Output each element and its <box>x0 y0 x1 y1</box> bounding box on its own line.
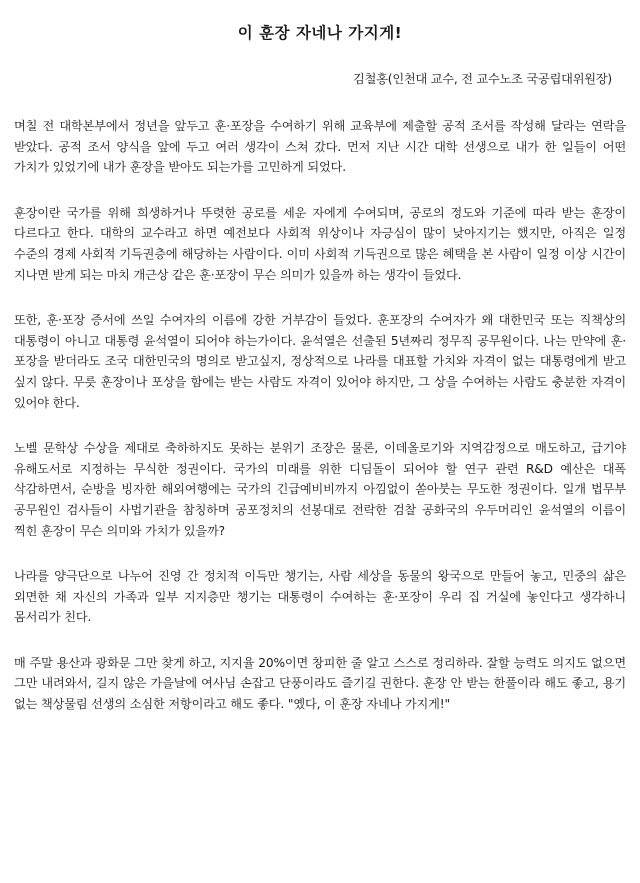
paragraph-6: 매 주말 용산과 광화문 그만 찾게 하고, 지지율 20%이면 창피한 줄 알고 스스로 정리하라. 잘할 능력도 의지도 없으면 그만 내려와서, 길지 않은 가을날에 여사님 손잡고 단풍이라도 즐기길 권한다. 훈장 안 받는 한풀이라 해도 좋고, 용기 없는 책상물림 선생의 소심한 저항이라고 해도 좋다. "옜다, 이 훈장 자네나 가지게!" <box>14 655 626 712</box>
article-title: 이 훈장 자네나 가지게! <box>237 24 403 42</box>
paragraph-2: 훈장이란 국가를 위해 희생하거나 뚜렷한 공로를 세운 자에게 수여되며, 공로의 정도와 기준에 따라 받는 훈장이 다르다고 한다. 대학의 교수라고 하면 예전보다 사회적 위상이나 자긍심이 많이 낮아지기는 했지만, 아직은 일정 수준의 경제 사회적 기득권층에 해당하는 사람이다. 이미 사회적 기득권으로 많은 혜택을 본 사람이 일정 이상 시간이 지나면 받게 되는 마치 개근상 같은 훈·포장이 무슨 의미가 있을까 하는 생각이 들었다. <box>14 205 626 282</box>
paragraph-1: 며칠 전 대학본부에서 정년을 앞두고 훈·포장을 수여하기 위해 교육부에 제출할 공적 조서를 작성해 달라는 연락을 받았다. 공적 조서 양식을 앞에 두고 여러 생각이 스쳐 갔다. 먼저 지난 시간 대학 선생으로 내가 한 일들이 어떤 가치가 있었기에 내가 훈장을 받아도 되는가를 고민하게 되었다. <box>14 119 626 175</box>
article-body <box>14 116 626 715</box>
paragraph-4: 노벨 문학상 수상을 제대로 축하하지도 못하는 분위기 조장은 물론, 이데올로기와 지역감정으로 매도하고, 급기야 유해도서로 지정하는 무식한 정권이다. 국가의 미래를 위한 디딤돌이 되어야 할 연구 관련 R&D 예산은 대폭 삭감하면서, 순방을 빙자한 해외여행에는 국가의 긴급예비비까지 아낌없이 쏟아붓는 무도한 정권이다. 일개 법무부 공무원인 검사들이 사법기관을 참칭하며 공포정치의 선봉대로 전락한 검찰 공화국의 우두머리인 윤석열의 이름이 찍힌 훈장이 무슨 의미와 가치가 있을까? <box>14 441 626 538</box>
article-author: 김철홍(인천대 교수, 전 교수노조 국공립대위원장) <box>353 72 612 86</box>
paragraph-5: 나라를 양극단으로 나누어 진영 간 정치적 이득만 챙기는, 사람 세상을 동물의 왕국으로 만들어 놓고, 민중의 삶은 외면한 채 자신의 가족과 일부 지지층만 챙기는 대통령이 수여하는 훈·포장이 우리 집 거실에 놓인다고 생각하니 몸서리가 친다. <box>14 569 626 625</box>
paragraph-3: 또한, 훈·포장 증서에 쓰일 수여자의 이름에 강한 거부감이 들었다. 훈포장의 수여자가 왜 대한민국 또는 직책상의 대통령이 아니고 대통령 윤석열이 되어야 하는가이다. 윤석열은 선출된 5년짜리 정무직 공무원이다. 나는 만약에 훈·포장을 받더라도 조국 대한민국의 명의로 받고싶지, 정상적으로 나라를 대표할 가치와 자격이 없는 대통령에게 받고 싶지 않다. 무릇 훈장이나 포상을 함에는 받는 사람도 자격이 있어야 하지만, 그 상을 수여하는 사람도 충분한 자격이 있어야 한다. <box>14 313 626 410</box>
